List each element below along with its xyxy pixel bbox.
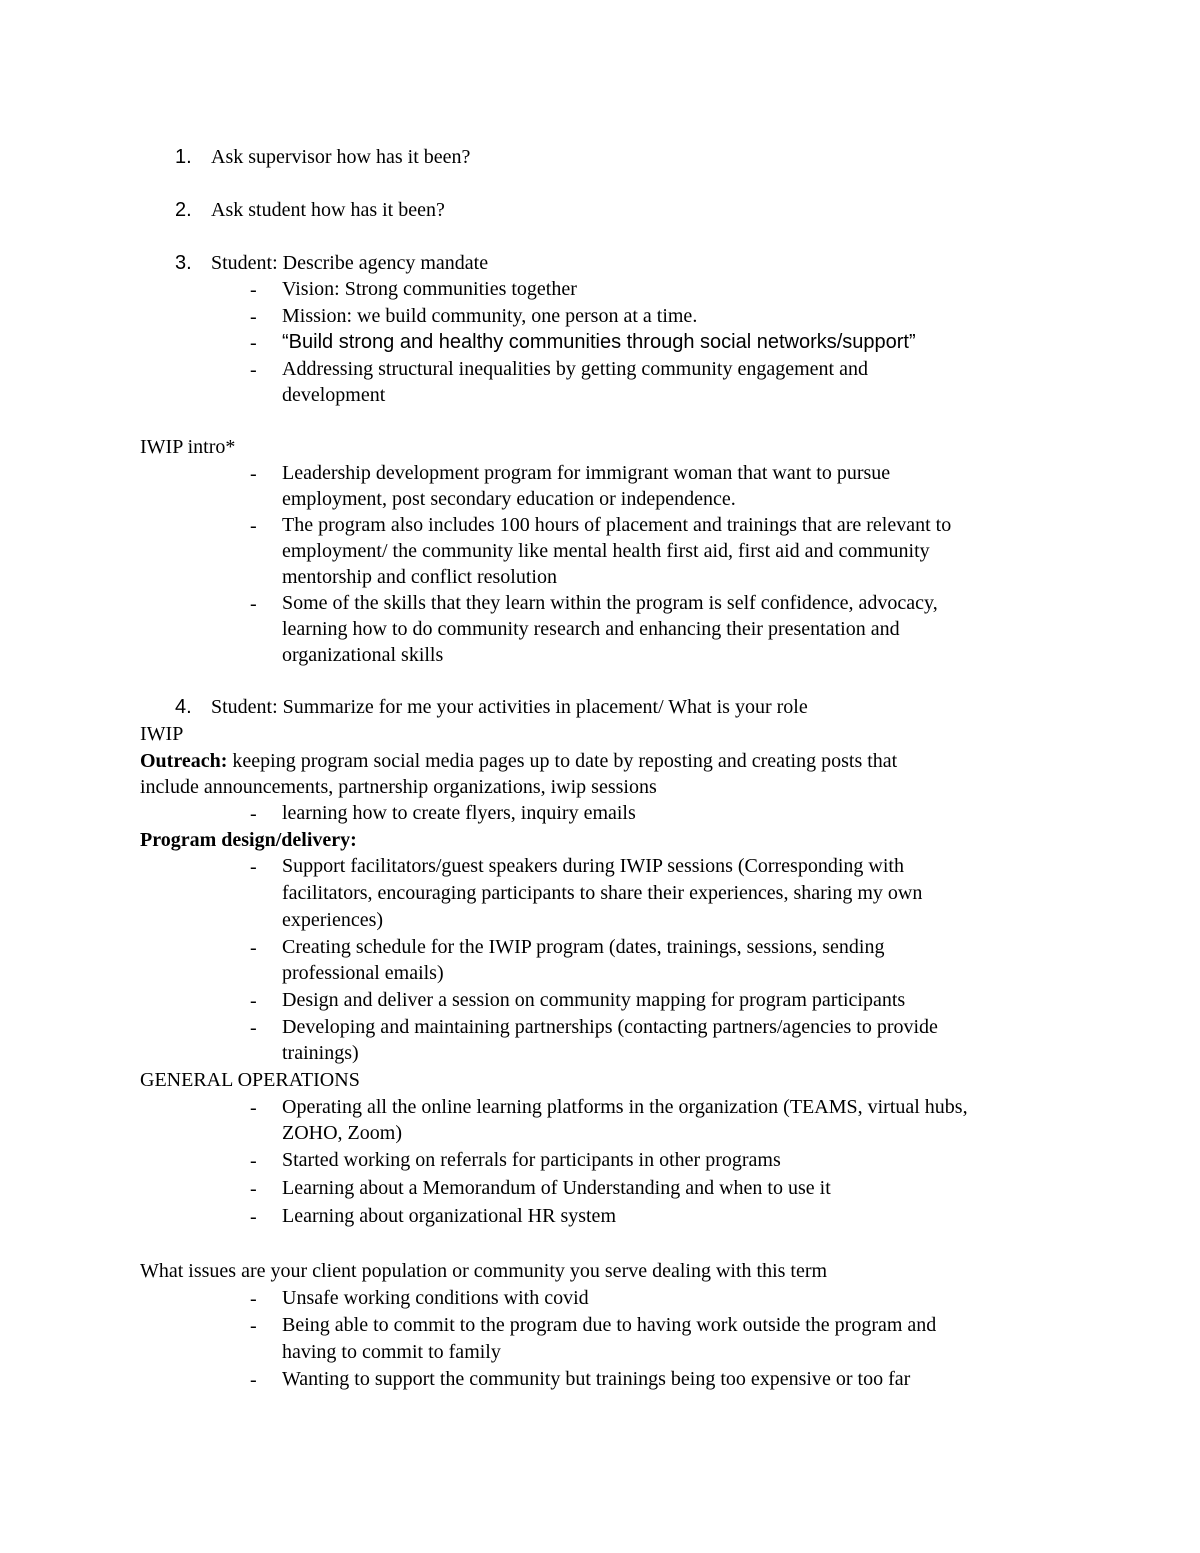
list-item-text: Student: Describe agency mandate <box>211 252 489 274</box>
bullet-text: “Build strong and healthy communities through social networks/support” <box>282 331 916 353</box>
bullet-text: Mission: we build community, one person at a time. <box>282 305 698 327</box>
bullet-dash: - <box>250 1150 257 1172</box>
bullet-dash: - <box>250 1017 257 1039</box>
outreach-paragraph-continued: include announcements, partnership organizations, iwip sessions <box>140 776 657 798</box>
bullet-text-continued: organizational skills <box>282 644 444 666</box>
bullet-dash: - <box>250 332 257 354</box>
bullet-dash: - <box>250 856 257 878</box>
bullet-dash: - <box>250 1369 257 1391</box>
bullet-text-continued: employment, post secondary education or independence. <box>282 488 736 510</box>
list-number: 1. <box>175 146 192 168</box>
bullet-text: Learning about a Memorandum of Understanding and when to use it <box>282 1177 831 1199</box>
bullet-text: Addressing structural inequalities by getting community engagement and <box>282 358 868 380</box>
bullet-text-continued: experiences) <box>282 909 384 931</box>
bullet-dash: - <box>250 1097 257 1119</box>
bullet-dash: - <box>250 515 257 537</box>
bullet-text: Vision: Strong communities together <box>282 278 577 300</box>
list-item-text: Ask supervisor how has it been? <box>211 146 471 168</box>
bullet-text: Leadership development program for immigrant woman that want to pursue <box>282 462 891 484</box>
bullet-dash: - <box>250 937 257 959</box>
section-heading: IWIP intro* <box>140 436 236 458</box>
sub-heading: IWIP <box>140 723 184 745</box>
bullet-text-continued: ZOHO, Zoom) <box>282 1122 402 1144</box>
outreach-paragraph <box>140 748 897 774</box>
bullet-text-continued: development <box>282 384 386 406</box>
list-item-text: Ask student how has it been? <box>211 199 445 221</box>
bullet-text-continued: employment/ the community like mental health first aid, first aid and community <box>282 540 930 562</box>
bullet-dash: - <box>250 279 257 301</box>
bullet-dash: - <box>250 1206 257 1228</box>
bullet-text: Learning about organizational HR system <box>282 1205 616 1227</box>
bullet-dash: - <box>250 359 257 381</box>
issues-question: What issues are your client population or community you serve dealing with this term <box>140 1260 828 1282</box>
bullet-text-continued: trainings) <box>282 1042 359 1064</box>
list-number: 4. <box>175 696 192 718</box>
bullet-dash: - <box>250 1288 257 1310</box>
bullet-dash: - <box>250 803 257 825</box>
outreach-text: keeping program social media pages up to date by reposting and creating posts that <box>227 750 898 772</box>
bullet-dash: - <box>250 990 257 1012</box>
bullet-dash: - <box>250 1178 257 1200</box>
bullet-dash: - <box>250 306 257 328</box>
bullet-dash: - <box>250 593 257 615</box>
general-operations-heading: GENERAL OPERATIONS <box>140 1069 360 1091</box>
bullet-text-continued: professional emails) <box>282 962 444 984</box>
bullet-text: Operating all the online learning platforms in the organization (TEAMS, virtual hubs, <box>282 1096 968 1118</box>
bullet-text: Developing and maintaining partnerships (contacting partners/agencies to provide <box>282 1016 938 1038</box>
list-number: 2. <box>175 199 192 221</box>
bullet-dash: - <box>250 463 257 485</box>
bullet-text: Unsafe working conditions with covid <box>282 1287 589 1309</box>
bullet-text: Creating schedule for the IWIP program (dates, trainings, sessions, sending <box>282 936 885 958</box>
bullet-text: learning how to create flyers, inquiry emails <box>282 802 636 824</box>
bullet-text: Design and deliver a session on community mapping for program participants <box>282 989 906 1011</box>
bullet-text: Support facilitators/guest speakers during IWIP sessions (Corresponding with <box>282 855 904 877</box>
bullet-text: The program also includes 100 hours of placement and trainings that are relevant to <box>282 514 952 536</box>
bullet-text: Started working on referrals for participants in other programs <box>282 1149 781 1171</box>
bullet-text: Being able to commit to the program due to having work outside the program and <box>282 1314 937 1336</box>
bullet-text-continued: facilitators, encouraging participants to share their experiences, sharing my own <box>282 882 923 904</box>
bullet-text: Wanting to support the community but trainings being too expensive or too far <box>282 1368 911 1390</box>
bullet-text-continued: mentorship and conflict resolution <box>282 566 557 588</box>
bullet-text-continued: learning how to do community research and enhancing their presentation and <box>282 618 900 640</box>
bullet-text: Some of the skills that they learn within the program is self confidence, advocacy, <box>282 592 938 614</box>
list-item-text: Student: Summarize for me your activities in placement/ What is your role <box>211 696 808 718</box>
bullet-text-continued: having to commit to family <box>282 1341 501 1363</box>
list-number: 3. <box>175 252 192 274</box>
program-label: Program design/delivery: <box>140 829 357 851</box>
outreach-label: Outreach: <box>140 750 228 772</box>
bullet-dash: - <box>250 1315 257 1337</box>
